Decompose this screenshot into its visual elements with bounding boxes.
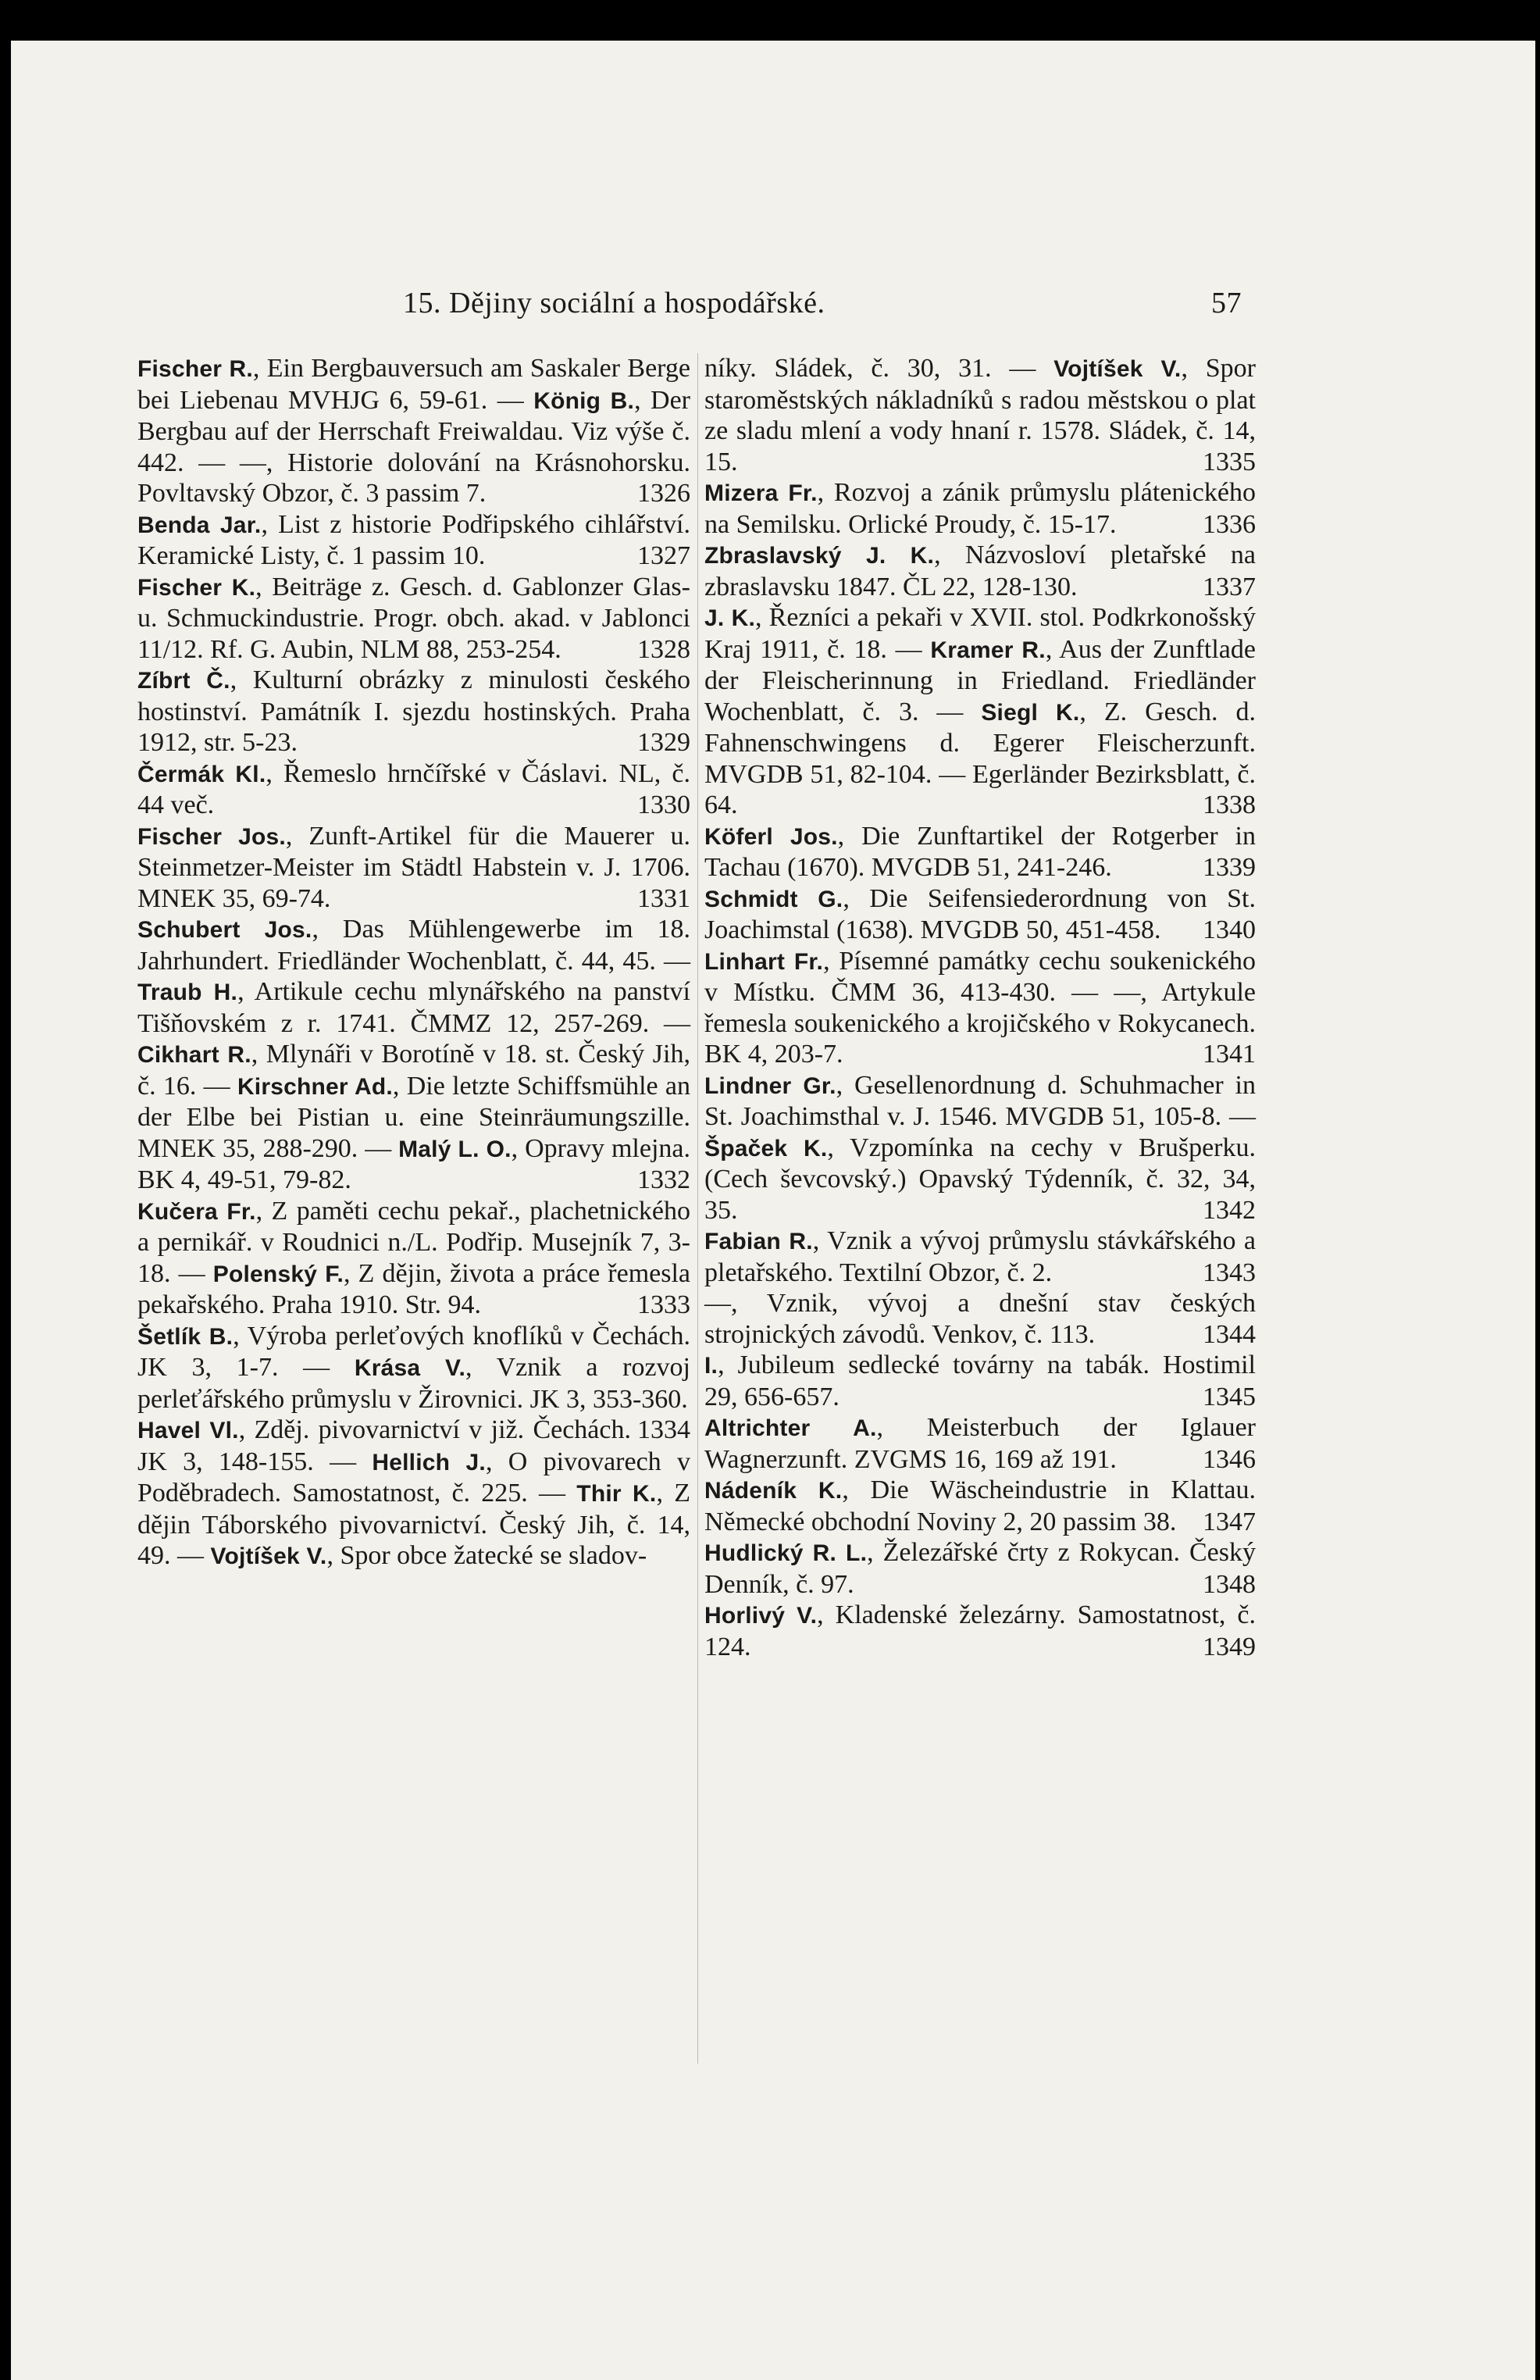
entry-text: , Z paměti cechu pekař., plachetnického a pernikář. v Roudnici n./L. Podřip. Musejník 7, 3-18. — [137, 1196, 691, 1288]
entry-number: 1326 [637, 479, 690, 508]
bibliography-entry [704, 602, 1256, 821]
author-name: Malý L. O. [398, 1136, 512, 1162]
author-name: Zbraslavský J. K. [704, 543, 935, 569]
entry-text: , Mlynáři v Borotíně v 18. st. Český Jih, č. 16. — [137, 1040, 690, 1101]
left-column [137, 353, 690, 1572]
bibliography-entry [704, 540, 1256, 602]
entry-text: , Beiträge z. Gesch. d. Gablonzer Glas- u. Schmuckindustrie. Progr. obch. akad. v Jablonci 11/12. Rf. G. Aubin, NLM 88, 253-254. [137, 572, 690, 664]
entry-number: 1342 [1203, 1195, 1256, 1225]
author-name: Polenský F. [212, 1261, 344, 1287]
entry-text: , Rozvoj a zánik průmyslu plátenického na Semilsku. Orlické Proudy, č. 15-17. [704, 478, 1256, 539]
bibliography-entry [704, 1600, 1256, 1662]
bibliography-entry [704, 1070, 1256, 1226]
author-name: Kučera Fr. [137, 1198, 256, 1225]
bibliography-entry [704, 946, 1256, 1070]
entry-number: 1337 [1203, 572, 1256, 601]
entry-text: , Die Zunftartikel der Rotgerber in Tachau (1670). MVGDB 51, 241-246. [704, 821, 1256, 882]
entry-text: , Vznik a rozvoj perleťářského průmyslu v Žirovnici. JK 3, 353-360. [137, 1353, 691, 1414]
entry-text: , Kladenské železárny. Samostatnost, č. 124. [704, 1600, 1256, 1661]
right-column [704, 353, 1256, 1662]
author-name: Cikhart R. [137, 1042, 251, 1068]
page-number: 57 [1211, 287, 1242, 319]
bibliography-entry [137, 758, 690, 821]
author-name: Benda Jar. [137, 512, 262, 538]
author-name: Hellich J. [372, 1449, 486, 1475]
author-name: Kirschner Ad. [237, 1073, 393, 1100]
bibliography-entry [704, 1350, 1256, 1412]
entry-number: 1347 [1203, 1507, 1256, 1536]
entry-number: 1334 [637, 1415, 690, 1444]
entry-text: , Řemeslo hrnčířské v Čáslavi. NL, č. 44 več. [137, 758, 690, 819]
author-name: Schubert Jos. [137, 917, 312, 943]
author-name: Fischer K. [137, 574, 256, 601]
entry-text: , Zunft-Artikel für die Mauerer u. Steinmetzer-Meister im Städtl Habstein v. J. 1706. MNEK 35, 69-74. [137, 821, 690, 913]
entry-text: níky. Sládek, č. 30, 31. — [704, 354, 1054, 383]
section-title: 15. Dějiny sociální a hospodářské. [403, 287, 825, 319]
entry-number: 1335 [1203, 447, 1256, 476]
bibliography-entry [137, 914, 690, 1196]
entry-number: 1340 [1203, 915, 1256, 944]
author-name: Schmidt G. [704, 886, 843, 912]
entry-text: , Z. Gesch. d. Fahnenschwingens d. Egerer Fleischerzunft. MVGDB 51, 82-104. — Egerländer Bezirksblatt, č. 64. [704, 697, 1256, 819]
entry-number: 1345 [1203, 1382, 1256, 1411]
entry-text: , Jubileum sedlecké továrny na tabák. Hostimil 29, 656-657. [704, 1351, 1256, 1411]
author-name: Nádeník K. [704, 1478, 843, 1504]
author-name: Siegl K. [981, 699, 1080, 726]
author-name: Čermák Kl. [137, 761, 266, 787]
entry-text: , Řezníci a pekaři v XVII. stol. Podkrkonošský Kraj 1911, č. 18. — [704, 603, 1256, 664]
entry-number: 1331 [637, 883, 690, 913]
author-name: Zíbrt Č. [137, 668, 230, 694]
entry-number: 1339 [1203, 853, 1256, 882]
author-name: J. K. [704, 605, 756, 631]
entry-text: , Opravy mlejna. BK 4, 49-51, 79-82. [137, 1133, 690, 1194]
bibliography-entry [704, 821, 1256, 883]
author-name: Linhart Fr. [704, 948, 824, 975]
entry-text: , Ein Bergbauversuch am Saskaler Berge bei Liebenau MVHJG 6, 59-61. — [137, 354, 690, 415]
entry-text: , List z historie Podřipského cihlářství. Keramické Listy, č. 1 passim 10. [137, 509, 690, 570]
bibliography-entry [704, 883, 1256, 946]
entry-text: , Názvosloví pletařské na zbraslavsku 1847. ČL 22, 128-130. [704, 541, 1257, 601]
entry-text: , Gesellenordnung d. Schuhmacher in St. Joachimsthal v. J. 1546. MVGDB 51, 105-8. — [704, 1070, 1256, 1131]
author-name: Altrichter A. [704, 1415, 877, 1441]
entry-number: 1328 [637, 634, 690, 664]
author-name: Hudlický R. L. [704, 1540, 868, 1566]
bibliography-entry [137, 353, 690, 509]
entry-number: 1336 [1203, 509, 1256, 539]
entry-text: , Z dějin, života a práce řemesla pekařského. Praha 1910. Str. 94. [137, 1258, 691, 1319]
author-name: Mizera Fr. [704, 480, 818, 506]
author-name: Fabian R. [704, 1229, 813, 1254]
author-name: Fischer Jos. [137, 823, 286, 850]
author-name: I. [704, 1353, 718, 1379]
bibliography-entry [704, 1288, 1256, 1350]
entry-text: , Die Wäscheindustrie in Klattau. Německé obchodní Noviny 2, 20 passim 38. [704, 1475, 1257, 1536]
author-name: Kramer R. [930, 637, 1046, 663]
bibliography-entry [137, 1196, 690, 1321]
entry-text: , Z dějin Táborského pivovarnictví. Český Jih, č. 14, 49. — [137, 1479, 690, 1570]
entry-text: —, Vznik, vývoj a dnešní stav českých strojnických závodů. Venkov, č. 113. [704, 1289, 1256, 1349]
entry-text: , Vznik a vývoj průmyslu stávkářského a pletařského. Textilní Obzor, č. 2. [704, 1226, 1256, 1287]
bibliography-entry [137, 572, 690, 665]
author-name: Fischer R. [137, 356, 253, 382]
entry-text: , Vzpomínka na cechy v Brušperku. (Cech ševcovský.) Opavský Týdenník, č. 32, 34, 35. [704, 1133, 1256, 1225]
author-name: Havel Vl. [137, 1418, 239, 1443]
entry-number: 1332 [637, 1165, 690, 1194]
entry-number: 1343 [1203, 1258, 1256, 1287]
bibliography-entry [704, 1226, 1256, 1288]
entry-text: , Die letzte Schiffsmühle an der Elbe bei Pistian u. eine Steinräumungszille. MNEK 35, 288-290. — [137, 1071, 691, 1163]
bibliography-entry [704, 353, 1256, 477]
author-name: Horlivý V. [704, 1603, 818, 1629]
author-name: Lindner Gr. [704, 1072, 836, 1099]
bibliography-entry [137, 665, 690, 758]
entry-text: , Meisterbuch der Iglauer Wagnerzunft. ZVGMS 16, 169 až 191. [704, 1413, 1256, 1474]
bibliography-entry [137, 1415, 690, 1572]
entry-text: , O pivovarech v Poděbradech. Samostatnost, č. 225. — [137, 1447, 690, 1508]
author-name: Thir K. [576, 1481, 657, 1507]
bibliography-entry [137, 509, 690, 572]
entry-number: 1348 [1203, 1569, 1256, 1599]
author-name: Köferl Jos. [704, 823, 838, 850]
entry-number: 1344 [1203, 1319, 1256, 1349]
entry-number: 1341 [1203, 1040, 1256, 1069]
author-name: Špaček K. [704, 1135, 828, 1161]
entry-number: 1349 [1203, 1632, 1256, 1661]
author-name: König B. [533, 387, 635, 414]
entry-text: , Kulturní obrázky z minulosti českého hostinství. Památník I. sjezdu hostinských. Praha 1912, str. 5-23. [137, 665, 691, 757]
author-name: Vojtíšek V. [210, 1543, 327, 1569]
entry-number: 1329 [637, 728, 690, 757]
entry-text: , Výroba perleťových knoflíků v Čechách. JK 3, 1-7. — [137, 1321, 690, 1382]
entry-text: , Das Mühlengewerbe im 18. Jahrhundert. Friedländer Wochenblatt, č. 44, 45. — [137, 915, 691, 976]
bibliography-entry [704, 1537, 1256, 1600]
entry-text: , Spor obce žatecké se sladov- [326, 1541, 647, 1570]
entry-text: , Železářské črty z Rokycan. Český Denník, č. 97. [704, 1538, 1256, 1599]
entry-text: , Aus der Zunftlade der Fleischerinnung in Friedland. Friedländer Wochenblatt, č. 3. — [704, 634, 1256, 726]
entry-text: , Zděj. pivovarnictví v již. Čechách. JK 3, 148-155. — [137, 1415, 631, 1476]
bibliography-entry [704, 1475, 1256, 1537]
entry-text: , Artikule cechu mlynářského na panství Tišňovském z r. 1741. ČMMZ 12, 257-269. — [137, 977, 690, 1038]
author-name: Krása V. [354, 1355, 465, 1381]
bibliography-entry [137, 821, 690, 915]
entry-number: 1327 [637, 541, 690, 570]
bibliography-entry [704, 1412, 1256, 1475]
entry-number: 1346 [1203, 1444, 1256, 1474]
bibliography-entry [704, 477, 1256, 540]
entry-text: , Písemné památky cechu soukenického v Místku. ČMM 36, 413-430. — —, Artykule řemesla soukenického a krojičského v Rokycanech. BK 4, 203-7. [704, 946, 1257, 1069]
entry-text: , Spor staroměstských nákladníků s radou městskou o plat ze sladu mlení a vody hnaní r. 1578. Sládek, č. 14, 15. [704, 354, 1257, 476]
author-name: Šetlík B. [137, 1323, 233, 1350]
entry-text: , Der Bergbau auf der Herrschaft Freiwaldau. Viz výše č. 442. — —, Historie dolování na Krásnohorsku. Povltavský Obzor, č. 3 passim 7. [137, 385, 690, 508]
entry-text: , Die Seifensiederordnung von St. Joachimstal (1638). MVGDB 50, 451-458. [704, 883, 1257, 944]
entry-number: 1333 [637, 1290, 690, 1319]
author-name: Vojtíšek V. [1053, 356, 1182, 382]
column-divider [697, 353, 698, 2064]
entry-number: 1330 [637, 790, 690, 819]
author-name: Traub H. [137, 979, 238, 1005]
entry-number: 1338 [1203, 790, 1256, 819]
